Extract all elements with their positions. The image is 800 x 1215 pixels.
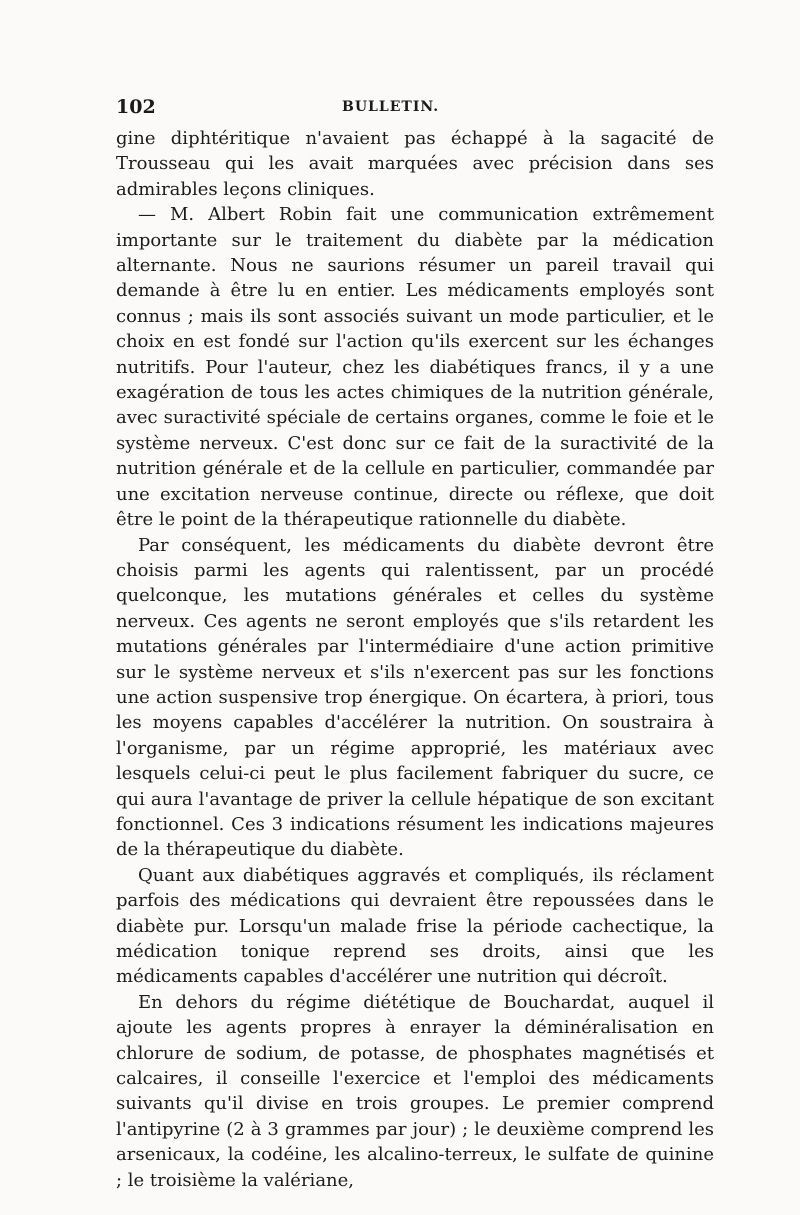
paragraph-albert-robin: — M. Albert Robin fait une communication extrêmement importante sur le traitement du diabète par la médication alternante. Nous ne saurions résumer un pareil travail qui demande à être lu en entier. Les médicaments employés sont connus ; mais ils sont associés suivant un mode particulier, et le choix en est fondé sur l'action qu'ils exercent sur les échanges nutritifs. Pour l'auteur, chez les diabétiques francs, il y a une exagération de tous les actes chimiques de la nutrition générale, avec suractivité spéciale de certains organes, comme le foie et le système nerveux. C'est donc sur ce fait de la suractivité de la nutrition générale et de la cellule en particulier, commandée par une excitation nerveuse continue, directe ou réflexe, que doit être le point de la thérapeutique rationnelle du diabète. xyxy=(116,204,714,531)
paragraph-medications: Par conséquent, les médicaments du diabète devront être choisis parmi les agents qui ralentissent, par un procédé quelconque, les mutations générales et celles du système nerveux. Ces agents ne seront employés que s'ils retardent les mutations générales par l'intermédiaire d'une action primitive sur le système nerveux et s'ils n'exercent pas sur les fonctions une action suspensive trop énergique. On écartera, à priori, tous les moyens capables d'accélérer la nutrition. On soustraira à l'organisme, par un régime approprié, les matériaux avec lesquels celui-ci peut le plus facilement fabriquer du sucre, ce qui aura l'avantage de priver la cellule hépatique de son excitant fonctionnel. Ces 3 indications résument les indications majeures de la thérapeutique du diabète. xyxy=(116,534,714,861)
body-text xyxy=(116,126,714,1193)
page-number: 102 xyxy=(116,96,156,118)
paragraph-complicated-diabetics: Quant aux diabétiques aggravés et compliqués, ils réclament parfois des médications qui devraient être repoussées dans le diabète pur. Lorsqu'un malade frise la période cachectique, la médication tonique reprend ses droits, ainsi que les médicaments capables d'accélérer une nutrition qui décroît. xyxy=(116,864,714,988)
paragraph-diet-regime: En dehors du régime diététique de Bouchardat, auquel il ajoute les agents propres à enrayer la déminéralisation en chlorure de sodium, de potasse, de phosphates magnétisés et calcaires, il conseille l'exercice et l'emploi des médicaments suivants qu'il divise en trois groupes. Le premier comprend l'antipyrine (2 à 3 grammes par jour) ; le deuxième comprend les arsenicaux, la codéine, les alcalino-terreux, le sulfate de quinine ; le troisième la valériane, xyxy=(116,991,714,1191)
running-title: BULLETIN. xyxy=(342,99,440,115)
running-header xyxy=(116,96,714,126)
paragraph-continuation: gine diphtéritique n'avaient pas échappé à la sagacité de Trousseau qui les avait marquées avec précision dans ses admirables leçons cliniques. xyxy=(116,128,714,200)
